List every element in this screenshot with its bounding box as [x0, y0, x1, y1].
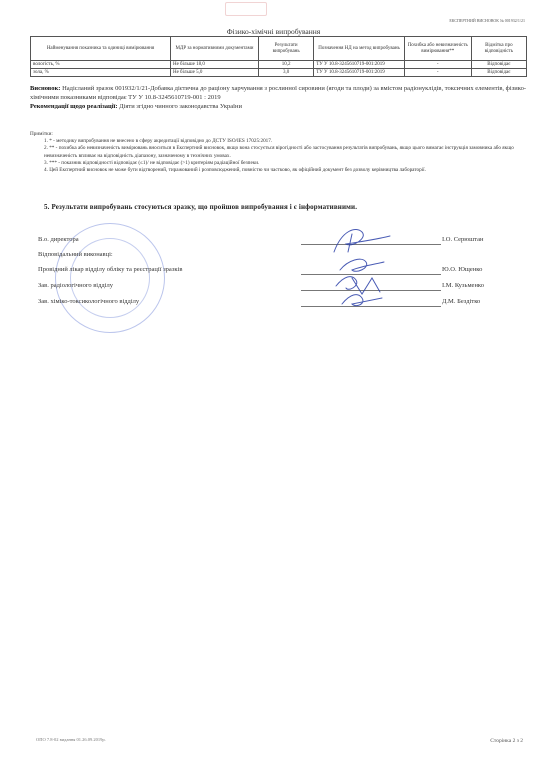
- signature-row-toxicology: [38, 298, 498, 308]
- table-row: [31, 69, 527, 77]
- signature-role: В.о. директора: [38, 236, 79, 243]
- cell-compliance: Відповідає: [471, 69, 526, 77]
- col-header-result: Результати випробувань: [259, 37, 314, 61]
- cell-mdr: Не більше 18,0: [170, 61, 258, 69]
- cell-compliance: Відповідає: [471, 61, 526, 69]
- cell-mdr: Не більше 5,0: [170, 69, 258, 77]
- result-statement: 5. Результати випробувань стосуються зразку, що пройшов випробування і є інформативними.: [44, 203, 358, 211]
- signature-name: І.М. Кузьменко: [442, 282, 485, 289]
- col-header-name: Найменування показника та одиниці вимірювання: [31, 37, 171, 61]
- conclusion-block: [30, 84, 530, 111]
- signature-role: Зав. хіміко-токсикологічного відділу: [38, 298, 140, 305]
- note-3: 3. *** - показник відповідності відповідає (≤1)/ не відповідає (>1) критеріям радіаційної безпеки.: [44, 159, 260, 166]
- cell-name: вологість, %: [31, 61, 171, 69]
- cell-method: ТУ У 10.8-3245610719-001:2019: [314, 69, 405, 77]
- footer-form-code: ОПО 7.8-02 видання 01.26.09.2019р.: [36, 737, 106, 742]
- signature-role: Зав. радіологічного відділу: [38, 282, 114, 289]
- note-2: 2. ** - похибка або невизначеність вимірювань вноситься в Експертний висновок, якщо вона стосується вірогідності або застосування результатів випробувань, якщо цього вимагає інструкція замовника або якщо невизначеність впливає на відповідність діапазону, зазначеному в технічних умовах.: [44, 145, 514, 159]
- signature-role: Відповідальний виконавці:: [38, 251, 113, 258]
- cell-method: ТУ У 10.8-3245610719-001:2019: [314, 61, 405, 69]
- notes-title: Примітки:: [30, 131, 53, 137]
- cell-result: 10,2: [259, 61, 314, 69]
- signature-row-registration: [38, 266, 498, 276]
- table-row: [31, 61, 527, 69]
- section-title: Фізико-хімічні випробування: [226, 27, 321, 36]
- signature-name: Ю.О. Ющенко: [442, 266, 483, 273]
- col-header-method: Позначення НД на метод випробувань: [314, 37, 405, 61]
- signature-role: Провідний лікар відділу обліку та реєстрації зразків: [38, 266, 183, 273]
- col-header-mdr: МДР за нормативними документами: [170, 37, 258, 61]
- page-number: Сторінка 2 з 2: [490, 738, 523, 744]
- results-table: [30, 36, 527, 77]
- col-header-compliance: Відмітка про відповідність: [471, 37, 526, 61]
- signature-row-executors: [38, 251, 498, 261]
- signature-row-radiology: [38, 282, 498, 292]
- notes-block: [30, 131, 527, 174]
- signature-name: Д.М. Бездітко: [442, 298, 481, 305]
- col-header-uncertainty: Похибка або невизначеність вимірювання**: [404, 37, 471, 61]
- conclusion-label: Висновок:: [30, 85, 61, 92]
- handwritten-signatures: [322, 222, 402, 312]
- cell-result: 3,0: [259, 69, 314, 77]
- conclusion-text: Надісланий зразок 001932/1/21-Добавка дієтична до раціону харчування з рослинної сировини (ягоди та плоди) за вмістом радіонуклідів, токсичних елементів, фізико-хімічними показниками відповідає ТУ У 10.8-3245610719-001 : 2019: [30, 85, 526, 101]
- doc-id: ЕКСПЕРТНИЙ ВИСНОВОК № 001932/1/21: [449, 18, 525, 23]
- note-4: 4. Цей Експертний висновок не може бути відтворений, тиражований і розповсюджений, повністю чи частково, як офіційний документ без дозволу керівництва лабораторії.: [44, 167, 426, 174]
- recommendation-text: Діяти згідно чинного законодавства України: [119, 103, 242, 110]
- cell-uncertainty: -: [404, 69, 471, 77]
- cell-name: зола, %: [31, 69, 171, 77]
- cell-uncertainty: -: [404, 61, 471, 69]
- header-stamp: [225, 2, 267, 16]
- table-header-row: [31, 37, 527, 61]
- signature-name: І.О. Серюштан: [442, 236, 484, 243]
- note-1: 1. * - методику випробування не внесено в сферу акредитації відповідно до ДСТУ ISO/IES 17025:2017.: [44, 138, 273, 145]
- signature-row-director: [38, 236, 498, 246]
- recommendation-label: Рекомендації щодо реалізації:: [30, 103, 118, 110]
